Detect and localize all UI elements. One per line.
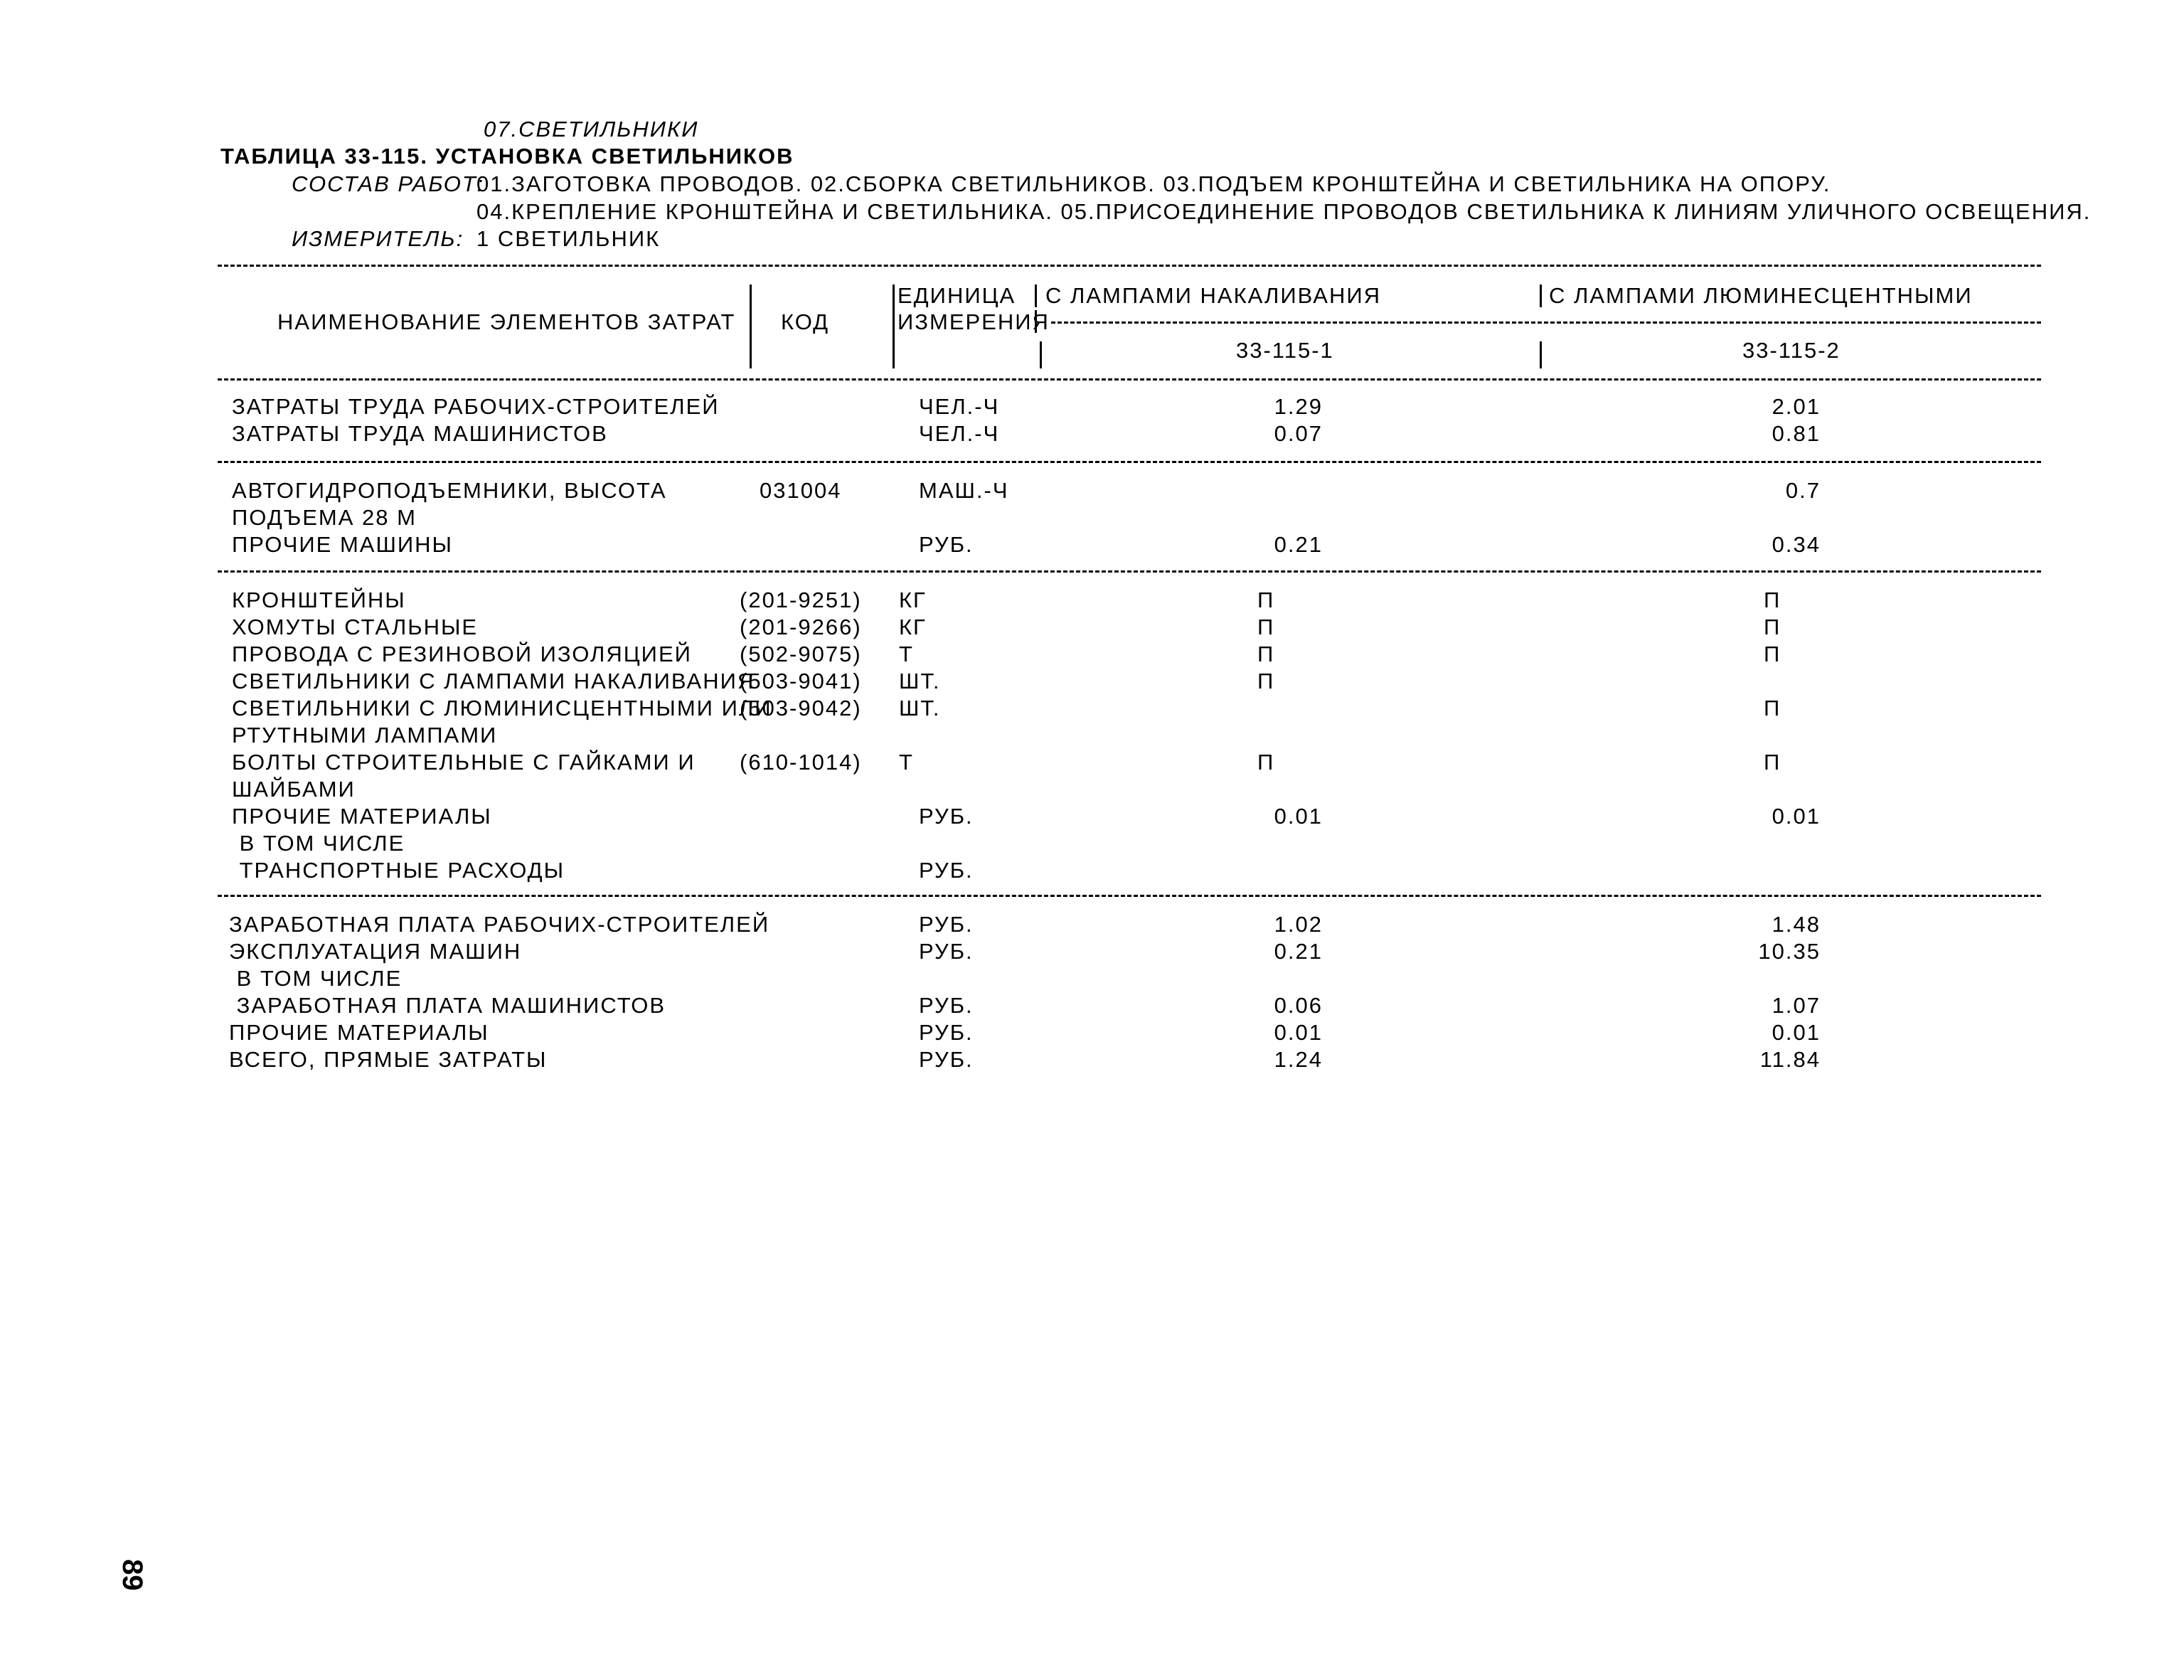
row-code: (502-9075) (740, 642, 862, 666)
row-name: КРОНШТЕЙНЫ (232, 588, 406, 612)
row-unit: РУБ. (919, 532, 974, 557)
row-unit: ЧЕЛ.-Ч (919, 394, 1000, 419)
row-name: ТРАНСПОРТНЫЕ РАСХОДЫ (232, 858, 565, 883)
row-value-col1: 1.24 (1274, 1047, 1323, 1072)
row-name: ПРОЧИЕ МАТЕРИАЛЫ (232, 804, 492, 829)
row-unit: РУБ. (919, 939, 974, 964)
header-col2-code: 33-115-2 (1742, 338, 1841, 363)
row-code: (503-9041) (740, 669, 862, 693)
row-name: ПРОЧИЕ МАШИНЫ (232, 532, 453, 557)
header-inner-rule (1051, 321, 2041, 324)
header-divider (1540, 341, 1542, 368)
row-name: ЭКСПЛУАТАЦИЯ МАШИН (229, 939, 522, 964)
row-name: ЗАТРАТЫ ТРУДА РАБОЧИХ-СТРОИТЕЛЕЙ (232, 394, 720, 419)
row-value-col2: П (1764, 588, 1781, 612)
row-unit: Т (899, 750, 914, 775)
row-value-col2: П (1764, 750, 1781, 775)
row-unit: ЧЕЛ.-Ч (919, 421, 1000, 446)
row-name: ЗАРАБОТНАЯ ПЛАТА МАШИНИСТОВ (229, 993, 666, 1018)
row-value-col2: П (1764, 615, 1781, 639)
row-name: СВЕТИЛЬНИКИ С ЛЮМИНИСЦЕНТНЫМИ ИЛИ (232, 696, 772, 721)
row-value-col2: 2.01 (1772, 394, 1821, 419)
row-code: (610-1014) (740, 750, 862, 775)
row-name: БОЛТЫ СТРОИТЕЛЬНЫЕ С ГАЙКАМИ И (232, 750, 696, 775)
row-name: ВСЕГО, ПРЯМЫЕ ЗАТРАТЫ (229, 1047, 548, 1072)
header-col1-title: С ЛАМПАМИ НАКАЛИВАНИЯ (1045, 283, 1382, 308)
row-name: АВТОГИДРОПОДЪЕМНИКИ, ВЫСОТА (232, 478, 667, 503)
header-divider (1540, 285, 1542, 307)
row-name: ПРОЧИЕ МАТЕРИАЛЫ (229, 1020, 489, 1045)
row-unit: РУБ. (919, 858, 974, 883)
row-value-col1: 0.01 (1274, 804, 1323, 829)
header-divider (1035, 310, 1037, 333)
header-name: НАИМЕНОВАНИЕ ЭЛЕМЕНТОВ ЗАТРАТ (277, 309, 736, 334)
header-code: КОД (781, 309, 830, 334)
row-value-col2: 0.01 (1772, 1020, 1821, 1045)
header-col2-title: С ЛАМПАМИ ЛЮМИНЕСЦЕНТНЫМИ (1549, 283, 1973, 308)
work-composition-line-2: 04.КРЕПЛЕНИЕ КРОНШТЕЙНА И СВЕТИЛЬНИКА. 05.ПРИСОЕДИНЕНИЕ ПРОВОДОВ СВЕТИЛЬНИКА К ЛИНИЯМ УЛИЧНОГО ОСВЕЩЕНИЯ. (476, 199, 2092, 224)
row-code: (503-9042) (740, 696, 862, 721)
row-value-col1: 0.21 (1274, 939, 1323, 964)
header-divider (1035, 285, 1037, 307)
header-bottom-rule (218, 378, 2041, 381)
row-unit: КГ (899, 615, 927, 639)
row-value-col1: П (1257, 588, 1275, 612)
row-name: СВЕТИЛЬНИКИ С ЛАМПАМИ НАКАЛИВАНИЯ (232, 669, 755, 693)
row-value-col1: П (1257, 750, 1275, 775)
row-unit: КГ (899, 588, 927, 612)
row-name: РТУТНЫМИ ЛАМПАМИ (232, 723, 498, 748)
row-code: (201-9266) (740, 615, 862, 639)
row-value-col2: П (1764, 696, 1781, 721)
row-name: ШАЙБАМИ (232, 777, 356, 802)
row-unit: МАШ.-Ч (919, 478, 1009, 503)
section-title: 07.СВЕТИЛЬНИКИ (484, 117, 699, 142)
header-unit-line-2: ИЗМЕРЕНИЯ (897, 309, 1050, 334)
row-name: ПРОВОДА С РЕЗИНОВОЙ ИЗОЛЯЦИЕЙ (232, 642, 692, 666)
row-name: В ТОМ ЧИСЛЕ (232, 831, 405, 856)
table-top-rule (218, 265, 2041, 267)
row-value-col2: П (1764, 642, 1781, 666)
group-rule (218, 570, 2041, 573)
header-col1-code: 33-115-1 (1236, 338, 1334, 363)
group-rule (218, 461, 2041, 463)
header-divider (1040, 341, 1042, 368)
row-unit: РУБ. (919, 1020, 974, 1045)
row-unit: РУБ. (919, 804, 974, 829)
row-value-col1: П (1257, 642, 1275, 666)
table-title: ТАБЛИЦА 33-115. УСТАНОВКА СВЕТИЛЬНИКОВ (220, 144, 794, 169)
row-name: В ТОМ ЧИСЛЕ (229, 966, 403, 991)
row-unit: ШТ. (899, 696, 941, 721)
row-value-col2: 1.07 (1772, 993, 1821, 1018)
row-unit: РУБ. (919, 1047, 974, 1072)
measure-label: ИЗМЕРИТЕЛЬ: (292, 226, 464, 251)
row-value-col2: 0.81 (1772, 421, 1821, 446)
row-value-col2: 0.34 (1772, 532, 1821, 557)
row-name: ПОДЪЕМА 28 М (232, 505, 417, 530)
header-divider (893, 285, 895, 368)
work-composition-line-1: 01.ЗАГОТОВКА ПРОВОДОВ. 02.СБОРКА СВЕТИЛЬНИКОВ. 03.ПОДЪЕМ КРОНШТЕЙНА И СВЕТИЛЬНИКА НА ОПОРУ. (476, 171, 1831, 196)
row-value-col2: 11.84 (1759, 1047, 1821, 1072)
row-unit: ШТ. (899, 669, 941, 693)
page-number: 89 (117, 1559, 148, 1591)
row-code: (201-9251) (740, 588, 862, 612)
measure-value: 1 СВЕТИЛЬНИК (476, 226, 661, 251)
work-composition-label: СОСТАВ РАБОТ: (292, 171, 485, 196)
row-unit: Т (899, 642, 914, 666)
row-value-col1: 0.01 (1274, 1020, 1323, 1045)
row-value-col2: 10.35 (1758, 939, 1821, 964)
row-value-col2: 0.01 (1772, 804, 1821, 829)
row-code: 031004 (760, 478, 842, 503)
row-name: ЗАТРАТЫ ТРУДА МАШИНИСТОВ (232, 421, 608, 446)
header-unit-line-1: ЕДИНИЦА (897, 283, 1016, 308)
row-value-col2: 1.48 (1772, 912, 1821, 937)
group-rule (218, 895, 2041, 897)
row-value-col1: П (1257, 669, 1275, 693)
row-value-col1: 0.07 (1274, 421, 1323, 446)
row-name: ХОМУТЫ СТАЛЬНЫЕ (232, 615, 479, 639)
row-unit: РУБ. (919, 993, 974, 1018)
row-value-col1: 1.29 (1274, 394, 1323, 419)
row-value-col1: 0.06 (1274, 993, 1323, 1018)
header-divider (750, 285, 752, 368)
row-name: ЗАРАБОТНАЯ ПЛАТА РАБОЧИХ-СТРОИТЕЛЕЙ (229, 912, 770, 937)
row-unit: РУБ. (919, 912, 974, 937)
row-value-col1: 0.21 (1274, 532, 1323, 557)
row-value-col1: П (1257, 615, 1275, 639)
row-value-col2: 0.7 (1785, 478, 1821, 503)
row-value-col1: 1.02 (1274, 912, 1323, 937)
